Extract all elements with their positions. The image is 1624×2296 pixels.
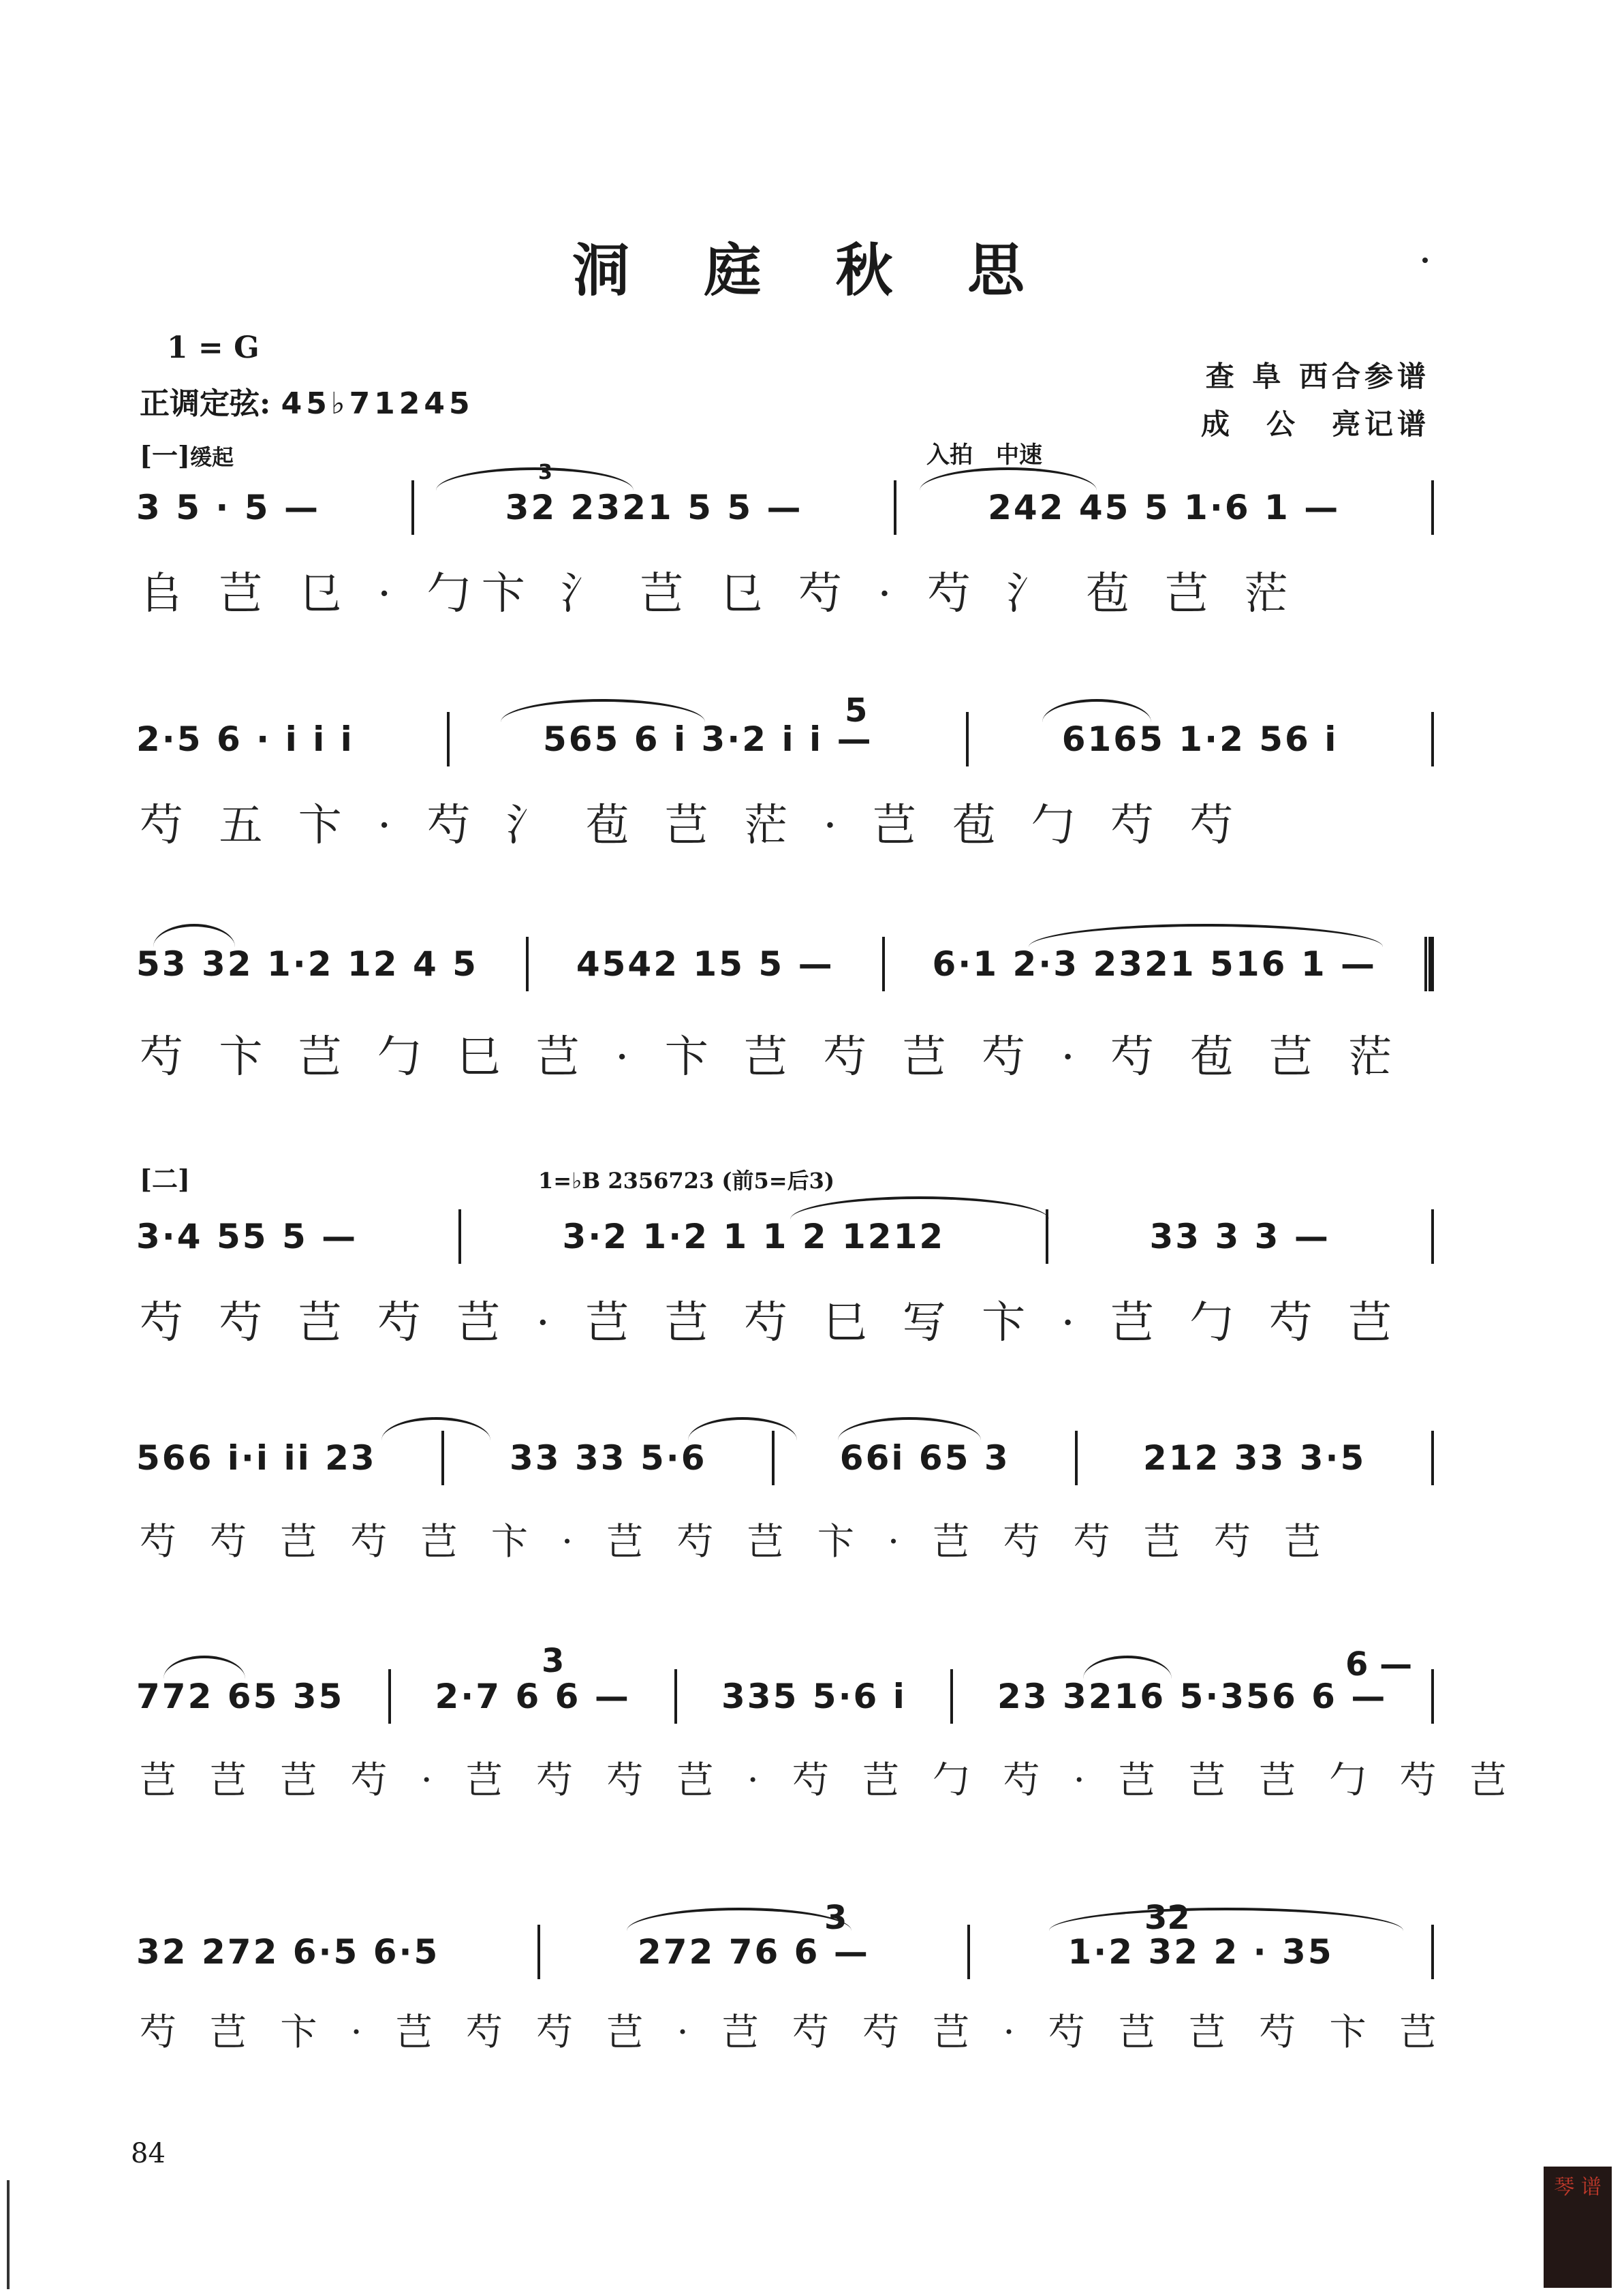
slur [1083,1656,1172,1679]
barline [1075,1431,1078,1485]
segment: 3 5 · 5 — [136,488,320,527]
section-1-header [140,435,234,472]
slur [1029,924,1383,947]
slur [153,924,235,947]
jianzi-line-7: 芍 芑 卞 · 芑 芍 芍 芑 · 芑 芍 芍 芑 · 芍 芑 芑 芍 卞 芑 [140,2011,1448,2053]
tuning-label: 正调定弦: [140,386,271,421]
stacked-note: 3 [824,1899,847,1937]
double-barline [1424,937,1434,991]
barline [1431,712,1434,766]
segment: 53 32 1·2 12 4 5 [136,944,478,984]
barline [526,937,529,991]
stacked-note: 5 [845,692,868,730]
segment: 566 i·i ii 23 [136,1438,377,1478]
page-title: 洞 庭 秋 思 [572,236,1052,304]
slur [501,699,705,722]
section-2-label: [二] [140,1164,190,1194]
barline [674,1669,677,1724]
segment: 272 76 6 — [637,1932,870,1972]
notation-line-2 [136,709,1434,770]
barline [882,937,885,991]
segment: 1·2 32 2 · 35 [1067,1932,1334,1972]
notation-line-1 [136,477,1434,538]
notation-line-6 [136,1666,1434,1727]
jianzi-line-2: 芍 五 卞 · 芍 ⺡ 苞 芑 茫 · 芑 苞 勹 芍 芍 [140,801,1245,851]
jianzi-line-5: 芍 芍 芑 芍 芑 卞 · 芑 芍 芑 卞 · 芑 芍 芍 芑 芍 芑 [140,1520,1332,1563]
slur [1042,699,1151,722]
segment: 335 5·6 i [721,1677,907,1716]
segment: 33 3 3 — [1149,1217,1330,1256]
credit-1: 查 阜 西合参谱 [1205,360,1430,393]
key-signature: 1 = G [167,330,260,365]
barline [1431,480,1434,535]
segment: 4542 15 5 — [576,944,834,984]
stacked-note: 3 [542,1642,565,1680]
barline [411,480,414,535]
barline [950,1669,953,1724]
slur [381,1417,490,1440]
segment: 6·1 2·3 2321 516 1 — [932,944,1377,984]
slur [436,467,634,491]
slur [163,1656,245,1679]
section-1-label: [一] [140,440,190,471]
jianzi-line-6: 芑 芑 芑 芍 · 芑 芍 芍 芑 · 芍 芑 勹 芍 · 芑 芑 芑 勹 芍 芑 [140,1758,1518,1801]
segment: 66i 65 3 [839,1438,1010,1478]
segment: 3·4 55 5 — [136,1217,358,1256]
tuning-notes: 45♭71245 [281,386,474,421]
segment: 32 272 6·5 6·5 [136,1932,440,1972]
slur [627,1908,852,1931]
tuning [140,379,474,422]
section-1-tempo: 缓起 [189,444,234,470]
barline [1431,1431,1434,1485]
segment: 3·2 1·2 1 1 2 1212 [562,1217,946,1256]
jianzi-line-3: 芍 卞 芑 勹 巳 芑 · 卞 芑 芍 芑 芍 · 芍 苞 芑 茫 [140,1032,1403,1083]
section-2-modulation: 1=♭B 2356723 (前5=后3) [538,1168,834,1194]
slur [790,1196,1049,1220]
barline [458,1209,461,1264]
stacked-note: 32 [1144,1899,1190,1937]
slur [1049,1908,1403,1931]
jianzi-line-1: 𠂤 芑 㔾 · 勹卞 ⺡ 芑 㔾 芍 · 芍 ⺡ 苞 芑 茫 [140,569,1299,619]
slur [838,1417,981,1440]
barline [447,712,450,766]
barline [537,1925,540,1979]
segment: 242 45 5 1·6 1 — [988,488,1341,527]
segment: 565 6 i 3·2 i i — [542,719,873,759]
segment: 2·5 6 · i i i [136,719,354,759]
notation-line-4 [136,1206,1434,1267]
page-number: 84 [131,2138,166,2169]
scan-edge-line [7,2180,10,2289]
barline [1431,1669,1434,1724]
barline [966,712,969,766]
segment: 2·7 6 6 — [435,1677,631,1716]
segment: 212 33 3·5 [1142,1438,1367,1478]
stacked-note: 6 — [1345,1645,1413,1684]
seal-logo: 琴 谱 [1544,2167,1612,2288]
segment: 33 33 5·6 [509,1438,707,1478]
stray-dot [1422,258,1428,263]
barline [967,1925,970,1979]
barline [1431,1209,1434,1264]
slur [920,467,1097,491]
grace-note: 3 [538,461,552,484]
segment: 32 2321 5 5 — [505,488,803,527]
barline [1431,1925,1434,1979]
jianzi-line-4: 芍 芍 芑 芍 芑 · 芑 芑 芍 巳 写 卞 · 芑 勹 芍 芑 [140,1298,1403,1348]
slur [688,1417,797,1440]
segment: 6165 1·2 56 i [1061,719,1339,759]
barline [388,1669,391,1724]
barline [894,480,896,535]
credit-2: 成 公 亮记谱 [1200,407,1430,441]
segment: 23 3216 5·356 6 — [997,1677,1388,1716]
section-1-entry: 入拍 中速 [926,441,1042,469]
segment: 772 65 35 [136,1677,345,1716]
